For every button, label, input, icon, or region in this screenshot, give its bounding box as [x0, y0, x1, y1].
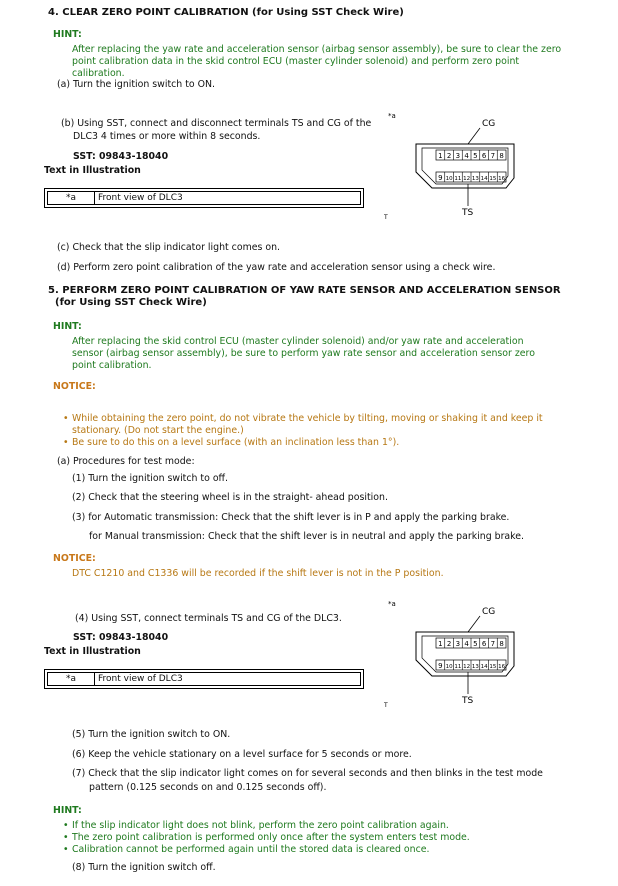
corner-mark: T [384, 702, 388, 709]
hint-label: HINT: [53, 805, 82, 816]
ts-label: TS [462, 208, 474, 218]
pin-number: 16 [498, 176, 506, 182]
pin-number: 7 [490, 152, 496, 160]
sst-number: SST: 09843-18040 [73, 151, 169, 162]
pin-number: 11 [454, 664, 462, 670]
pin-number: 3 [455, 152, 461, 160]
notice-label: NOTICE: [53, 381, 96, 392]
hint-bullet: • If the slip indicator light does not blink, perform the zero point calibration again. [72, 820, 449, 832]
hint-label: HINT: [53, 321, 82, 332]
pin-number: 9 [438, 662, 443, 670]
diagram-marker: *a [388, 600, 396, 608]
cg-label: CG [482, 119, 496, 129]
hint-bullet: • Calibration cannot be performed again until the stored data is cleared once. [72, 844, 429, 856]
pin-number: 4 [464, 640, 469, 648]
section-5-title-line1: 5. PERFORM ZERO POINT CALIBRATION OF YAW RATE SENSOR AND ACCELERATION SENSOR [48, 285, 561, 296]
notice-label: NOTICE: [53, 553, 96, 564]
pin-number: 5 [473, 640, 478, 648]
pin-number: 13 [471, 664, 479, 670]
dlc3-diagram [380, 596, 530, 711]
section-5-title-line2: (for Using SST Check Wire) [55, 297, 207, 308]
pin-number: 9 [438, 174, 443, 182]
notice-bullet: • Be sure to do this on a level surface (with an inclination less than 1°). [72, 437, 552, 449]
ts-label: TS [462, 696, 474, 706]
cg-label: CG [482, 607, 496, 617]
step-7-line2: pattern (0.125 seconds on and 0.125 seconds off). [89, 782, 327, 793]
step-b-line1: (b) Using SST, connect and disconnect terminals TS and CG of the [61, 118, 372, 129]
hint-label: HINT: [53, 29, 82, 40]
pin-number: 2 [446, 152, 452, 160]
pin-number: 3 [455, 640, 461, 648]
step-c: (c) Check that the slip indicator light comes on. [57, 242, 280, 253]
pin-number: 5 [473, 152, 478, 160]
section-4-title: 4. CLEAR ZERO POINT CALIBRATION (for Using SST Check Wire) [48, 7, 404, 18]
hint-text: After replacing the yaw rate and acceleration sensor (airbag sensor assembly), be sure to clear the zero point calibration data in the skid control ECU (master cylinder solenoid) and perform zero point calibration. [72, 44, 562, 79]
corner-mark: T [384, 214, 388, 221]
pin-number: 11 [454, 176, 462, 182]
pin-number: 4 [464, 152, 469, 160]
pin-number: 15 [489, 664, 497, 670]
pin-number: 15 [489, 176, 497, 182]
cg-leader-line [468, 616, 480, 632]
step-5: (5) Turn the ignition switch to ON. [72, 729, 231, 740]
legend-key: *a [48, 192, 95, 204]
pin-number: 13 [471, 176, 479, 182]
step-3b: for Manual transmission: Check that the shift lever is in neutral and apply the parking brake. [89, 531, 525, 542]
pin-number: 14 [480, 176, 488, 182]
legend-value: Front view of DLC3 [98, 193, 183, 203]
legend-table [44, 188, 364, 208]
dlc3-diagram [380, 108, 530, 223]
pin-number: 8 [499, 640, 504, 648]
pin-number: 1 [438, 152, 443, 160]
step-b-line2: DLC3 4 times or more within 8 seconds. [73, 131, 261, 142]
pin-number: 14 [480, 664, 488, 670]
pin-number: 6 [481, 640, 487, 648]
step-8: (8) Turn the ignition switch off. [72, 862, 216, 873]
hint-text: After replacing the skid control ECU (master cylinder solenoid) and/or yaw rate and acceleration sensor (airbag sensor assembly), be sure to perform yaw rate sensor and acceleration sensor zero point calibration. [72, 336, 535, 371]
pin-number: 12 [463, 176, 471, 182]
notice-text: DTC C1210 and C1336 will be recorded if the shift lever is not in the P position. [72, 568, 444, 579]
step-a: (a) Procedures for test mode: [57, 456, 195, 467]
step-2: (2) Check that the steering wheel is in the straight- ahead position. [72, 492, 388, 503]
step-4: (4) Using SST, connect terminals TS and CG of the DLC3. [75, 613, 342, 624]
sst-number: SST: 09843-18040 [73, 632, 169, 643]
step-d: (d) Perform zero point calibration of the yaw rate and acceleration sensor using a check wire. [57, 262, 496, 273]
pin-number: 10 [445, 176, 453, 182]
pin-number: 12 [463, 664, 471, 670]
step-3: (3) for Automatic transmission: Check that the shift lever is in P and apply the parking brake. [72, 512, 510, 523]
pin-number: 16 [498, 664, 506, 670]
hint-bullet: • The zero point calibration is performed only once after the system enters test mode. [72, 832, 470, 844]
pin-number: 1 [438, 640, 443, 648]
legend-table [44, 669, 364, 689]
step-1: (1) Turn the ignition switch to off. [72, 473, 228, 484]
diagram-marker: *a [388, 112, 396, 120]
pin-number: 2 [446, 640, 452, 648]
pin-number: 10 [445, 664, 453, 670]
legend-value: Front view of DLC3 [98, 674, 183, 684]
step-7-line1: (7) Check that the slip indicator light comes on for several seconds and then blinks in the test mode [72, 768, 543, 779]
legend-key: *a [48, 673, 95, 685]
pin-number: 8 [499, 152, 504, 160]
step-6: (6) Keep the vehicle stationary on a level surface for 5 seconds or more. [72, 749, 412, 760]
pin-number: 7 [490, 640, 496, 648]
cg-leader-line [468, 128, 480, 144]
step-a: (a) Turn the ignition switch to ON. [57, 79, 215, 90]
notice-bullet: • While obtaining the zero point, do not vibrate the vehicle by tilting, moving or shaking it and keep it stationary. (Do not start the engine.) [72, 413, 552, 437]
text-in-illustration: Text in Illustration [44, 165, 141, 176]
pin-number: 6 [481, 152, 487, 160]
text-in-illustration: Text in Illustration [44, 646, 141, 657]
